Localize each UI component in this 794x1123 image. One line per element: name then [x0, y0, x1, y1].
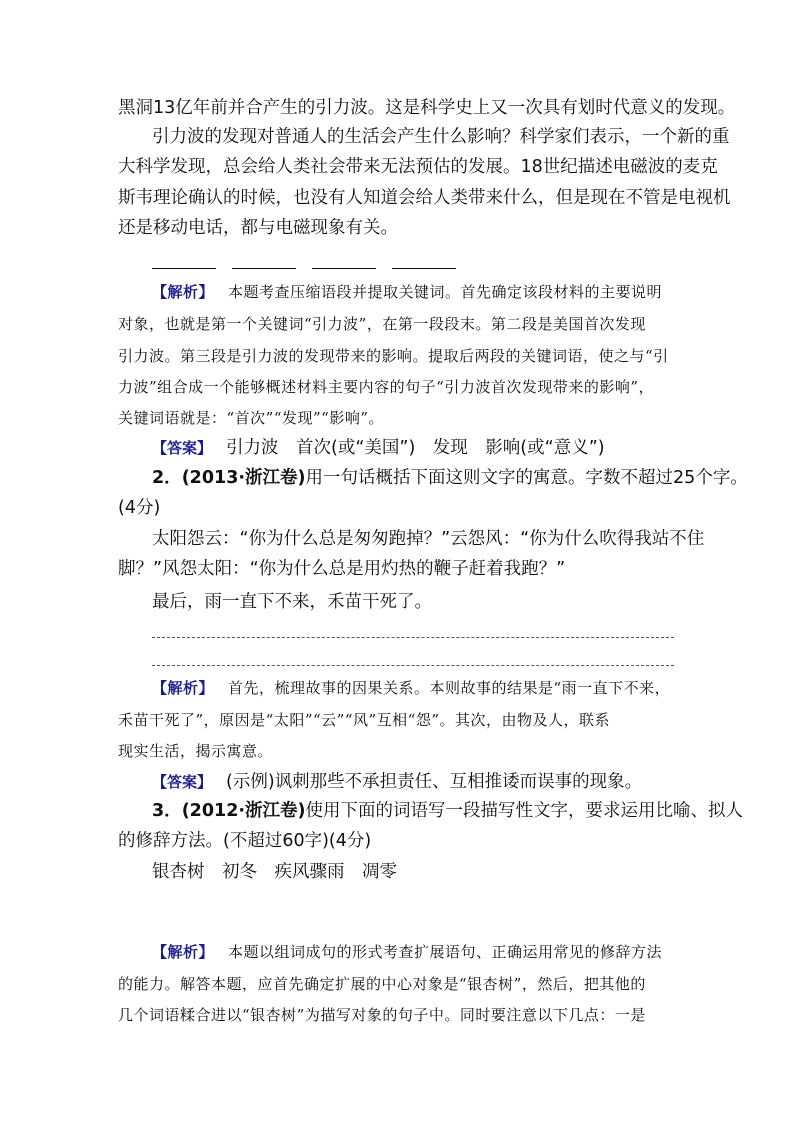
- q2-text-line-2: 脚？”风怨太阳：“你为什么总是用灼热的鞭子赶着我跑？”: [118, 559, 566, 579]
- passage-line-4: 斯韦理论确认的时候，也没有人知道会给人类带来什么，但是现在不管是电视机: [118, 188, 731, 208]
- answer-label: 【答案】: [152, 439, 213, 457]
- q3-word-list: 银杏树 初冬 疾风骤雨 凋零: [152, 862, 397, 882]
- q3-analysis-line-2: 的能力。解答本题，应首先确定扩展的中心对象是“银杏树”，然后，把其他的: [118, 975, 646, 993]
- answer-label: 【答案】: [152, 773, 213, 791]
- q3-prompt-line-1: 3．(2012·浙江卷)使用下面的词语写一段描写性文字，要求运用比喻、拟人: [152, 801, 744, 821]
- q1-answer: 【答案】 引力波 首次(或“美国”) 发现 影响(或“意义”): [152, 438, 605, 458]
- answer-dotted-line-2: [152, 665, 674, 666]
- q2-analysis-line-2: 禾苗干死了”，原因是“太阳”“云”“风”互相“怨”。其次，由物及人，联系: [118, 711, 611, 729]
- q1-analysis-line-4: 力波”组合成一个能够概述材料主要内容的句子“引力波首次发现带来的影响”，: [118, 378, 655, 396]
- q1-analysis-line-2: 对象，也就是第一个关键词“引力波”，在第一段段末。第二段是美国首次发现: [118, 315, 646, 333]
- passage-line-1: 黑洞13亿年前并合产生的引力波。这是科学史上又一次具有划时代意义的发现。: [118, 98, 736, 118]
- q3-analysis-line-1: 【解析】 本题以组词成句的形式考查扩展语句、正确运用常见的修辞方法: [152, 943, 663, 961]
- q3-prompt-line-2: 的修辞方法。(不超过60字)(4分): [118, 831, 372, 851]
- passage-line-5: 还是移动电话，都与电磁现象有关。: [118, 218, 398, 238]
- analysis-label: 【解析】: [152, 283, 215, 301]
- q2-source: (2013·浙江卷): [181, 468, 306, 488]
- q2-prompt-line-2: (4分): [118, 498, 161, 518]
- answer-blank-2: [232, 268, 296, 269]
- q3-number: 3．: [152, 801, 182, 821]
- q2-text-line-3: 最后，雨一直下不来，禾苗干死了。: [152, 592, 432, 612]
- q1-analysis-line-5: 关键词语就是：“首次”“发现”“影响”。: [118, 409, 385, 427]
- analysis-label: 【解析】: [152, 679, 215, 697]
- analysis-label: 【解析】: [152, 943, 215, 961]
- answer-blank-3: [312, 268, 376, 269]
- q2-analysis-line-1: 【解析】 首先，梳理故事的因果关系。本则故事的结果是“雨一直下不来，: [152, 679, 671, 697]
- q2-text-line-1: 太阳怨云：“你为什么总是匆匆跑掉？”云怨风：“你为什么吹得我站不住: [152, 529, 705, 549]
- answer-dotted-line-1: [152, 637, 674, 638]
- q3-analysis-line-3: 几个词语糅合进以“银杏树”为描写对象的句子中。同时要注意以下几点：一是: [118, 1006, 646, 1024]
- answer-blank-4: [392, 268, 456, 269]
- q3-source: (2012·浙江卷): [181, 801, 306, 821]
- q2-number: 2．: [152, 468, 182, 488]
- q2-answer: 【答案】 (示例)讽刺那些不承担责任、互相推诿而误事的现象。: [152, 772, 643, 792]
- answer-blank-1: [152, 268, 216, 269]
- passage-line-3: 大科学发现，总会给人类社会带来无法预估的发展。18世纪描述电磁波的麦克: [118, 157, 718, 177]
- q2-analysis-line-3: 现实生活，揭示寓意。: [118, 742, 274, 760]
- q1-analysis-line-3: 引力波。第三段是引力波的发现带来的影响。提取后两段的关键词语，使之与“引: [118, 347, 669, 365]
- passage-line-2: 引力波的发现对普通人的生活会产生什么影响？科学家们表示，一个新的重: [152, 127, 730, 147]
- q1-analysis-line-1: 【解析】 本题考查压缩语段并提取关键词。首先确定该段材料的主要说明: [152, 283, 663, 301]
- q2-prompt-line-1: 2．(2013·浙江卷)用一句话概括下面这则文字的寓意。字数不超过25个字。: [152, 468, 748, 488]
